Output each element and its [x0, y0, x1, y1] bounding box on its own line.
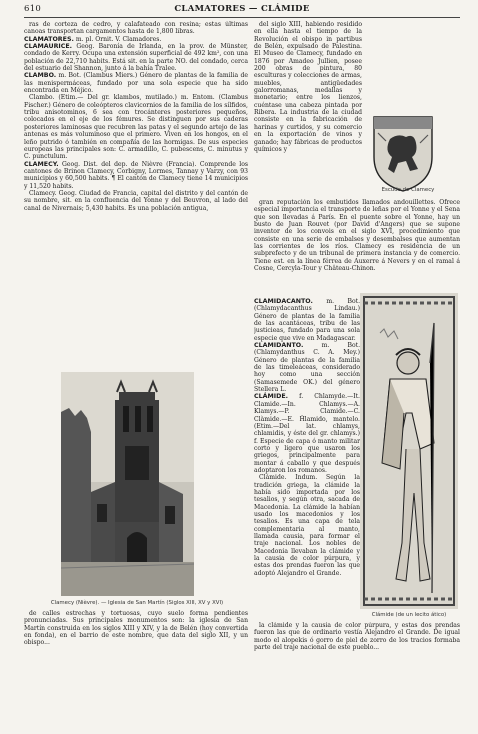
entry-body: ras de corteza de cedro, y calafateado con resina; estas últimas canoas transportan cargamentos hasta de 1,800 libras.: [24, 21, 248, 36]
entry-paragraph: [24, 36, 248, 43]
entry-paragraph: [254, 199, 460, 272]
column-2-top: [254, 21, 362, 199]
entry-paragraph: [24, 43, 248, 72]
entry-paragraph: [24, 610, 248, 647]
entry-headword: CLAMIDACANTO.: [254, 298, 313, 305]
entry-body: Clámide. Indum. Según la tradición griega, la clámide la había sido importada por los tesalios, y según otra, sacada de Macedonia. La clámide la habían usado los macedonios y los tesalios. Es una capa de tela complementaria al manto, llamada causia, para formar el traje nacional. Los nobles de Macedonia llevaban la clámide y la causia de color púrpura, y estas dos prendas fueron las que adoptó Alejandro el Grande.: [254, 474, 360, 577]
entry-body: gran reputación los embutidos llamados andouillettes. Ofrece especial importancia el transporte de leñas por el Yonne y el Sena que son llevadas á París. En el puente sobre el Yonne, hay un busto de Juan Rouvet (por David d'Angers) que se supone inventor de los convois en el siglo XVI, procedimiento que consiste en una serie de embalses y desembalses que aumentan las corrientes de los ríos. Clamecy es residencia de un subprefecto y de un tribunal de primera instancia y de comercio. Tiene est. en la línea férrea de Auxerre á Nevers y en el ramal á Cosne, Cercyla-Tour y Château-Chinon.: [254, 199, 460, 273]
chlamys-caption: Clámide (de un lecito ático): [371, 612, 447, 618]
arms-caption: Escudo de Clamecy: [381, 187, 435, 193]
column-1-top: [24, 21, 248, 369]
coat-of-arms-icon: [368, 113, 438, 195]
entry-paragraph: [254, 298, 360, 342]
entry-body: la clámide y la causia de color púrpura, y estas dos prendas fueron las que de ordinario vestía Alejandro el Grande. De igual modo el alopekis ó gorro de piel de zorro de los tracios formaba parte del traje nacional de este pueblo...: [254, 622, 460, 652]
entry-body: f. Chlamyde.—It. Clamide.—In. Chlamys.—A. Klamys.—P. Clamide.—C. Clàmide.—E. Ĥlamido, mantelo. (Etim.—Del lat. chlamys, chlamidis, y éste del gr. chlamys.) f. Especie de capa ó manto militar corto y ligero que usaron los griegos, principalmente para montar á caballo y que después adoptaron los romanos.: [254, 393, 360, 474]
entry-paragraph: [24, 94, 248, 160]
entry-body: Clamecy. Geog. Ciudad de Francia, capital del distrito y del cantón de su nombre, sit. en la confluencia del Yonne y del Beuvron, al lado del canal de Nivernais; 5,430 habits. Es una población antigua,: [24, 189, 248, 212]
entry-body: de calles estrechas y tortuosas, cuyo suelo forma pendientes pronunciadas. Sus principales monumentos son: la iglesia de San Martín construida en los siglos XIII y XIV, y la de Belén (hoy convertida en fonda), en el barrio de este nombre, que data del siglo XII, y un obispo...: [24, 610, 248, 647]
entry-body: m. Bot. (Chlamydacanthus Lindau.) Género de plantas de la familia de las acantáceas, tribu de las justicieas, fundado para una sola especie que vive en Madagascar.: [254, 298, 360, 342]
entry-paragraph: [24, 21, 248, 36]
church-caption: Clamecy (Nièvre). — Iglesia de San Martín (Siglos XIII, XV y XVI): [50, 600, 224, 606]
column-2-wide: [254, 199, 460, 297]
running-header: [24, 2, 460, 18]
entry-paragraph: [254, 21, 362, 153]
entry-headword: CLAMBO.: [24, 72, 57, 80]
entry-headword: CLÁMIDE.: [254, 393, 289, 401]
entry-body: Geog. Dist. del dep. de Nièvre (Francia). Comprende los cantones de Brinon Clamecy, Corbigny, Lormes, Tannay y Varzy, con 93 municipios y 60,500 habits. ¶ El cantón de Clamecy tiene 14 municipios y 11,520 habits.: [24, 160, 248, 190]
church-illustration: [61, 372, 194, 596]
column-3-bottom: [254, 622, 460, 732]
entry-paragraph: [24, 72, 248, 94]
entry-headword: CLAMIDANTO.: [254, 342, 304, 350]
entry-body: del siglo XIII, habiendo residido en ella hasta el tiempo de la Revolución el obispo in partibus de Belén, expulsado de Palestina. El Museo de Clamecy, fundado en 1876 por Amadeo Jullien, posee 200 obras de pintura, 80 esculturas y colecciones de armas, muebles, antigüedades galorromanas, medallas y monetario; entre los lienzos, cuéntase una cabeza pintada por Ribera. La industria de la ciudad consiste en la fabricación de harinas y curtidos, y su comercio en la exportación de vinos y ganado; hay fábricas de productos químicos y: [254, 21, 362, 153]
entry-body: Clambo. (Etim.— Del gr. klambos, mutilado.) m. Entom. (Clambus Fischer.) Género de coleópteros clavicornios de la familia de los sílfidos, tribu anisotominos, 6 sea con trocánteres posteriores pequeños, colocados en el eje de los fémures. Se distinguen por sus caderas posteriores laminosas que recubren las patas y el segundo artejo de las antenas es más voluminoso que el primero. Viven en los hongos, en el leño putrido ó también en compañía de las hormigas. De sus especies europeas las principales son: C. armadillo, C. pubescens, C. minutus y C. punctulum.: [24, 94, 248, 161]
column-1-bottom: [24, 610, 248, 728]
entry-body: m. Bot. (Chlamydanthus C. A. Mey.) Género de plantas de la familia de las timeleáceas, considerado hoy como una sección (Samasemede OK.) del género Stellera L.: [254, 342, 360, 394]
entry-paragraph: [24, 161, 248, 190]
entry-body: m. pl. Ornit. V. Clamadores.: [75, 35, 162, 43]
header-rule: [24, 17, 460, 18]
chlamys-figure-icon: [360, 293, 458, 609]
entry-headword: CLAMECY.: [24, 160, 59, 168]
entry-headword: CLAMATORES.: [24, 35, 74, 43]
running-title: CLAMATORES — CLÁMIDE: [174, 4, 310, 14]
entry-paragraph: [254, 393, 360, 474]
entry-headword: CLAMAURICE.: [24, 43, 73, 51]
entry-paragraph: [254, 474, 360, 577]
page-number: 610: [24, 4, 42, 14]
entry-paragraph: [24, 190, 248, 212]
entry-paragraph: [254, 622, 460, 651]
entry-paragraph: [254, 342, 360, 393]
entry-body: m. Bot. (Clambus Miers.) Género de plantas de la familia de las menispermáceas, fundado por una sola especie que ha sido encontrada en Méjico.: [24, 72, 248, 95]
entry-body: Geog. Baronía de Irlanda, en la prov. de Münster, condado de Kerry. Ocupa una extensión superficial de 492 km², con una población de 22,710 habits. Está sit. en la parte NO. del condado, cerca del estuario del Shannon, junto á la bahía Tralee.: [24, 43, 248, 73]
